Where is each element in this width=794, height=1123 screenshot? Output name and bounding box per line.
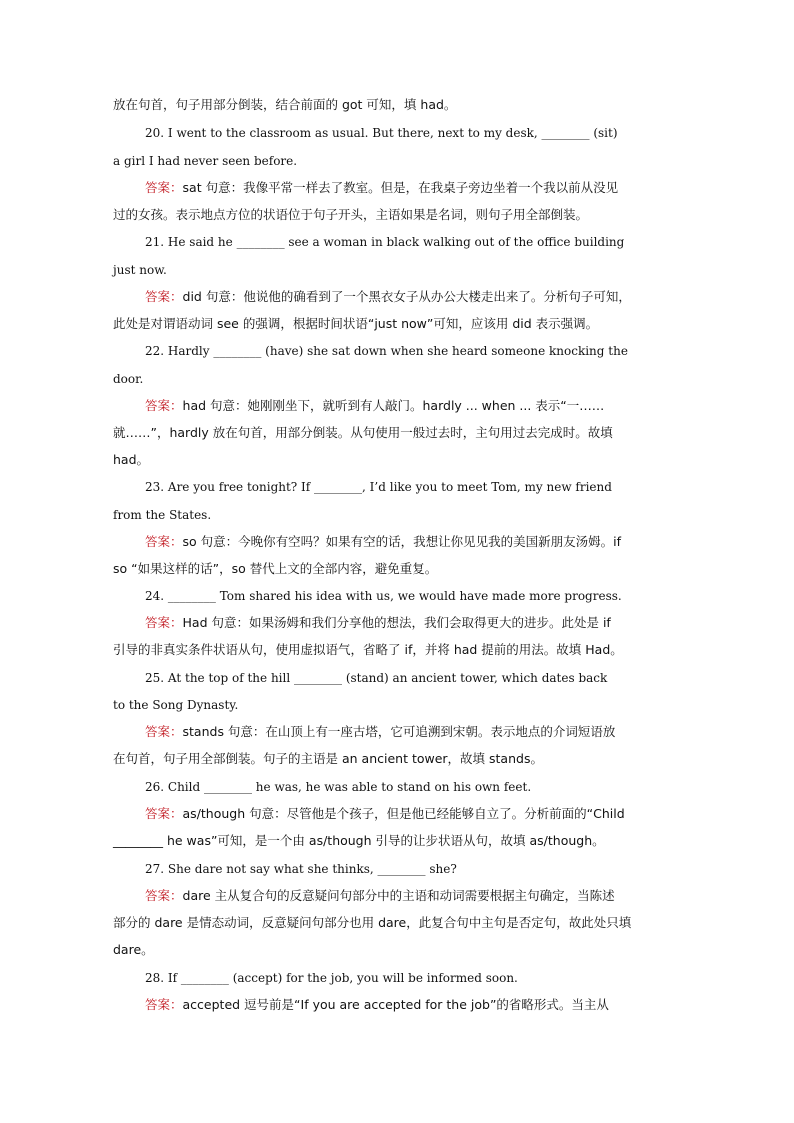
answer-label: 答案： <box>145 398 183 413</box>
question-21: 21. He said he ________ see a woman in black walking out of the office building <box>145 235 625 249</box>
answer-27: 答案：dare 主从复合句的反意疑问句部分中的主语和动词需要根据主句确定，当陈述 <box>145 888 615 903</box>
question-24: 24. ________ Tom shared his idea with us, we would have made more progress. <box>145 589 622 603</box>
answer-label: 答案： <box>145 534 183 549</box>
answer-21: 答案：did 句意：他说他的确看到了一个黑衣女子从办公大楼走出来了。分析句子可知， <box>145 289 631 304</box>
answer-24: 答案：Had 句意：如果汤姆和我们分享他的想法，我们会取得更大的进步。此处是 if <box>145 615 611 630</box>
explanation-line: 部分的 dare 是情态动词，反意疑问句部分也用 dare，此复合句中主句是否定句，故此处只填 <box>113 915 632 930</box>
answer-28: 答案：accepted 逗号前是“If you are accepted for the job”的省略形式。当主从 <box>145 997 609 1012</box>
explanation-line: ________ he was”可知，是一个由 as/though 引导的让步状语从句，故填 as/though。 <box>113 833 605 848</box>
answer-label: 答案： <box>145 180 183 195</box>
answer-label: 答案： <box>145 289 183 304</box>
question-26: 26. Child ________ he was, he was able to stand on his own feet. <box>145 780 532 794</box>
explanation-line: 过的女孩。表示地点方位的状语位于句子开头，主语如果是名词，则句子用全部倒装。 <box>113 207 589 222</box>
question-20-cont: a girl I had never seen before. <box>113 154 298 168</box>
explanation-line: 就……”，hardly 放在句首，用部分倒装。从句使用一般过去时，主句用过去完成时。故填 <box>113 425 613 440</box>
answer-label: 答案： <box>145 615 183 630</box>
question-22-cont: door. <box>113 372 144 386</box>
explanation-line: 在句首，句子用全部倒装。句子的主语是 an ancient tower，故填 stands。 <box>113 751 543 766</box>
explanation-line: dare。 <box>113 942 154 957</box>
answer-20: 答案：sat 句意：我像平常一样去了教室。但是，在我桌子旁边坐着一个我以前从没见 <box>145 180 619 195</box>
answer-label: 答案： <box>145 997 183 1012</box>
explanation-line: had。 <box>113 452 150 467</box>
question-23-cont: from the States. <box>113 508 212 522</box>
question-21-cont: just now. <box>113 263 167 277</box>
answer-22: 答案：had 句意：她刚刚坐下，就听到有人敲门。hardly ... when ... 表示“一…… <box>145 398 605 413</box>
question-25-cont: to the Song Dynasty. <box>113 698 239 712</box>
answer-label: 答案： <box>145 888 183 903</box>
question-23: 23. Are you free tonight? If ________, I’d like you to meet Tom, my new friend <box>145 480 612 494</box>
answer-23: 答案：so 句意：今晚你有空吗？如果有空的话，我想让你见见我的美国新朋友汤姆。if <box>145 534 622 549</box>
answer-25: 答案：stands 句意：在山顶上有一座古塔，它可追溯到宋朝。表示地点的介词短语放 <box>145 724 616 739</box>
explanation-line: so “如果这样的话”，so 替代上文的全部内容，避免重复。 <box>113 561 438 576</box>
answer-label: 答案： <box>145 724 183 739</box>
question-22: 22. Hardly ________ (have) she sat down when she heard someone knocking the <box>145 344 628 358</box>
question-20: 20. I went to the classroom as usual. But there, next to my desk, ________ (sit) <box>145 126 618 140</box>
answer-label: 答案： <box>145 806 183 821</box>
answer-26: 答案：as/though 句意：尽管他是个孩子，但是他已经能够自立了。分析前面的“Child <box>145 806 625 821</box>
question-27: 27. She dare not say what she thinks, ________ she? <box>145 862 457 876</box>
explanation-line: 此处是对谓语动词 see 的强调，根据时间状语“just now”可知，应该用 did 表示强调。 <box>113 316 599 331</box>
question-25: 25. At the top of the hill ________ (stand) an ancient tower, which dates back <box>145 671 608 685</box>
question-28: 28. If ________ (accept) for the job, you will be informed soon. <box>145 971 518 985</box>
text-line: 放在句首，句子用部分倒装，结合前面的 got 可知，填 had。 <box>113 97 457 112</box>
explanation-line: 引导的非真实条件状语从句，使用虚拟语气，省略了 if，并将 had 提前的用法。故填 Had。 <box>113 642 623 657</box>
